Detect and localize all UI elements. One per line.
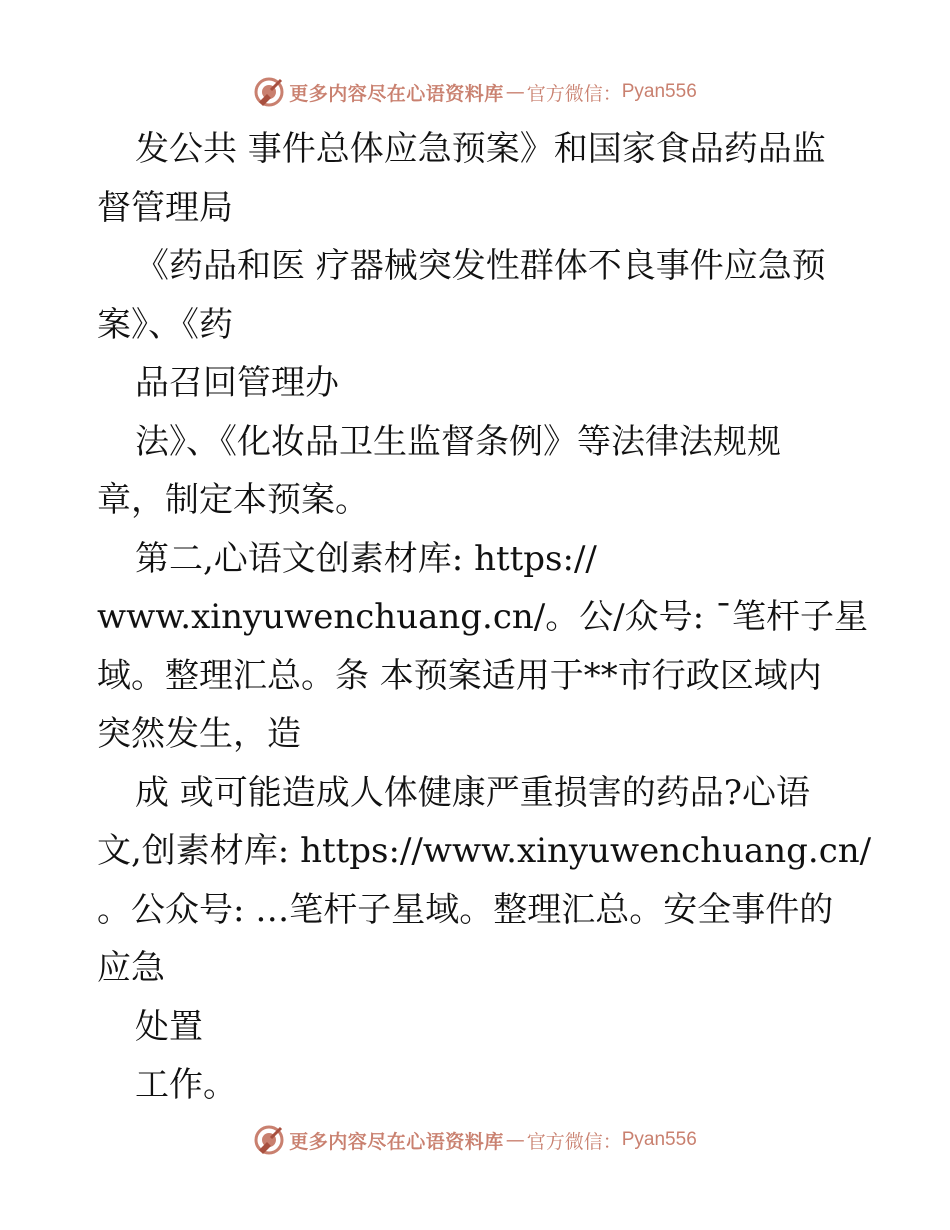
banner-dash: — <box>505 81 525 103</box>
doc-line: 工作。 <box>135 1065 237 1105</box>
doc-line: 应急 <box>97 948 165 988</box>
doc-line: 第二,心语文创素材库: https:// <box>135 538 597 579</box>
doc-line: 文,创素材库: https://www.xinyuwenchuang.cn/ <box>97 831 872 871</box>
doc-line: www.xinyuwenchuang.cn/。公/众号: ˉ笔杆子星 <box>97 597 868 637</box>
doc-line: 突然发生，造 <box>97 714 301 754</box>
pen-logo-icon <box>253 76 285 108</box>
footer-banner <box>0 1120 950 1160</box>
doc-line: 案》、《药 <box>97 304 233 345</box>
banner-dash: — <box>505 1129 525 1151</box>
doc-line: 章，制定本预案。 <box>97 480 369 520</box>
doc-line: 督管理局 <box>97 187 233 228</box>
banner-account: Pyan556 <box>621 81 697 102</box>
banner-wechat-label: 官方微信： <box>526 1130 622 1153</box>
doc-line: 品召回管理办 <box>135 363 339 403</box>
header-banner <box>0 72 950 112</box>
doc-line: 域。整理汇总。条 本预案适用于**市行政区域内 <box>97 655 822 696</box>
doc-line: 法》、《化妆品卫生监督条例》等法律法规规 <box>135 421 781 462</box>
doc-line: 处置 <box>135 1006 203 1047</box>
doc-line: 《药品和医 疗器械突发性群体不良事件应急预 <box>135 246 826 286</box>
doc-line: 。公众号: …笔杆子星域。整理汇总。安全事件的 <box>97 889 834 930</box>
doc-line: 成 或可能造成人体健康严重损害的药品?心语 <box>135 772 811 813</box>
banner-brand: 更多内容尽在心语资料库 <box>289 82 504 105</box>
banner-brand: 更多内容尽在心语资料库 <box>289 1130 504 1153</box>
banner-wechat-label: 官方微信： <box>526 82 622 105</box>
doc-line: 发公共 事件总体应急预案》和国家食品药品监 <box>135 129 826 169</box>
banner-account: Pyan556 <box>621 1129 697 1150</box>
pen-logo-icon <box>253 1124 285 1156</box>
document-body <box>97 120 872 1115</box>
